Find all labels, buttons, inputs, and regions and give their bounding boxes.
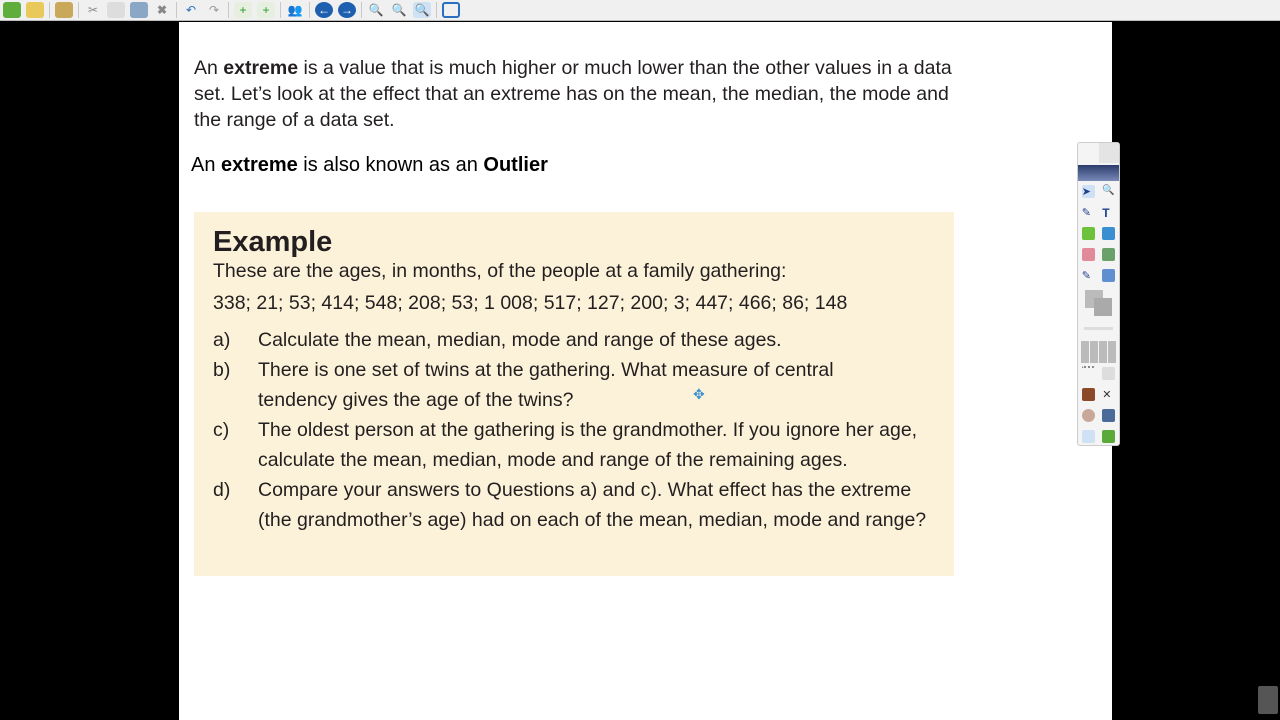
print-icon[interactable]	[55, 2, 73, 18]
layers-icon[interactable]	[1102, 367, 1115, 380]
question-label: d)	[213, 479, 231, 501]
divider	[176, 2, 177, 18]
intro-text: is a value that is much higher or much lower than the other values in a data set. Let’s look at the effect that an extreme has on the mean, the median, the mode and the range of a data set.	[194, 57, 952, 131]
divider	[78, 2, 79, 18]
undo-icon[interactable]: ↶	[185, 3, 197, 17]
export-icon[interactable]	[1102, 430, 1115, 443]
note-text: An	[191, 154, 222, 176]
color-picker-icon[interactable]: ✎	[1081, 270, 1091, 282]
example-intro: These are the ages, in months, of the people at a family gathering:	[213, 260, 787, 282]
eraser-icon[interactable]	[1082, 248, 1095, 261]
back-icon[interactable]: ←	[315, 2, 333, 18]
toolbar	[0, 0, 1280, 21]
divider	[228, 2, 229, 18]
add-page-icon[interactable]: +	[234, 2, 252, 18]
camera-icon[interactable]	[1082, 409, 1095, 422]
highlighter-icon[interactable]	[1082, 227, 1095, 240]
divider	[280, 2, 281, 18]
question-c	[213, 415, 948, 475]
color-swatches[interactable]	[1078, 286, 1119, 322]
zoom-in-icon[interactable]: 🔍	[368, 3, 384, 17]
example-title: Example	[213, 226, 333, 258]
note-bold: Outlier	[483, 154, 548, 176]
question-label: b)	[213, 359, 231, 381]
cut-icon[interactable]: ✂	[87, 3, 99, 17]
zoom-out-icon[interactable]: 🔍	[391, 3, 407, 17]
select-arrow-icon[interactable]: ➤	[1082, 185, 1095, 198]
question-label: c)	[213, 419, 230, 441]
note-text: is also known as an	[297, 154, 484, 176]
redo-icon[interactable]: ↷	[208, 3, 220, 17]
copy-icon[interactable]	[107, 2, 125, 18]
tool-palette	[1077, 142, 1120, 446]
duplicate-page-icon[interactable]: +	[257, 2, 275, 18]
forward-icon[interactable]: →	[338, 2, 356, 18]
line-styles-grid[interactable]	[1081, 341, 1116, 363]
fill-icon[interactable]	[1102, 269, 1115, 282]
question-label: a)	[213, 329, 231, 351]
pen-icon[interactable]: ✎	[1081, 207, 1091, 219]
outlier-note	[191, 154, 548, 177]
question-text: Compare your answers to Questions a) and c). What effect has the extreme (the grandmother’s age) had on each of the mean, median, mode and range?	[258, 479, 927, 531]
delete-icon[interactable]: ✖	[156, 3, 168, 17]
users-icon[interactable]: 👥	[287, 3, 303, 17]
whiteboard-page[interactable]	[179, 22, 1112, 720]
intro-text: An	[194, 57, 224, 79]
question-text: Calculate the mean, median, mode and range of these ages.	[258, 329, 782, 351]
move-cursor-icon: ✥	[693, 386, 705, 402]
record-icon[interactable]	[1082, 388, 1095, 401]
shape-tool-icon[interactable]	[1102, 227, 1115, 240]
example-data: 338; 21; 53; 414; 548; 208; 53; 1 008; 517; 127; 200; 3; 447; 466; 86; 148	[213, 292, 848, 314]
tools-icon[interactable]: ✕	[1102, 389, 1112, 401]
trash-icon[interactable]	[1258, 686, 1278, 714]
text-tool-icon[interactable]: T	[1102, 206, 1110, 220]
zoom-tool-icon[interactable]: 🔍	[1102, 185, 1115, 196]
question-text: There is one set of twins at the gathering. What measure of central tendency gives the age of the twins?	[258, 359, 834, 411]
question-text: The oldest person at the gathering is the grandmother. If you ignore her age, calculate the mean, median, mode and range of the remaining ages.	[258, 419, 918, 471]
question-b	[213, 355, 878, 415]
intro-paragraph	[194, 55, 964, 133]
palette-banner	[1078, 165, 1119, 181]
divider	[309, 2, 310, 18]
palette-header[interactable]	[1078, 143, 1119, 165]
example-box	[194, 212, 954, 576]
paste-icon[interactable]	[130, 2, 148, 18]
divider	[361, 2, 362, 18]
fullscreen-icon[interactable]	[442, 2, 460, 18]
divider	[49, 2, 50, 18]
zoom-fit-icon[interactable]: 🔍	[414, 3, 430, 17]
save-icon[interactable]	[26, 2, 44, 18]
note-bold: extreme	[221, 154, 298, 176]
screen-icon[interactable]	[1102, 409, 1115, 422]
lines-icon[interactable]	[1082, 366, 1095, 381]
width-slider[interactable]	[1078, 327, 1119, 341]
question-d	[213, 475, 948, 535]
question-a	[213, 325, 948, 355]
open-icon[interactable]	[3, 2, 21, 18]
intro-bold: extreme	[223, 57, 299, 79]
import-icon[interactable]	[1082, 430, 1095, 443]
image-tool-icon[interactable]	[1102, 248, 1115, 261]
divider	[436, 2, 437, 18]
